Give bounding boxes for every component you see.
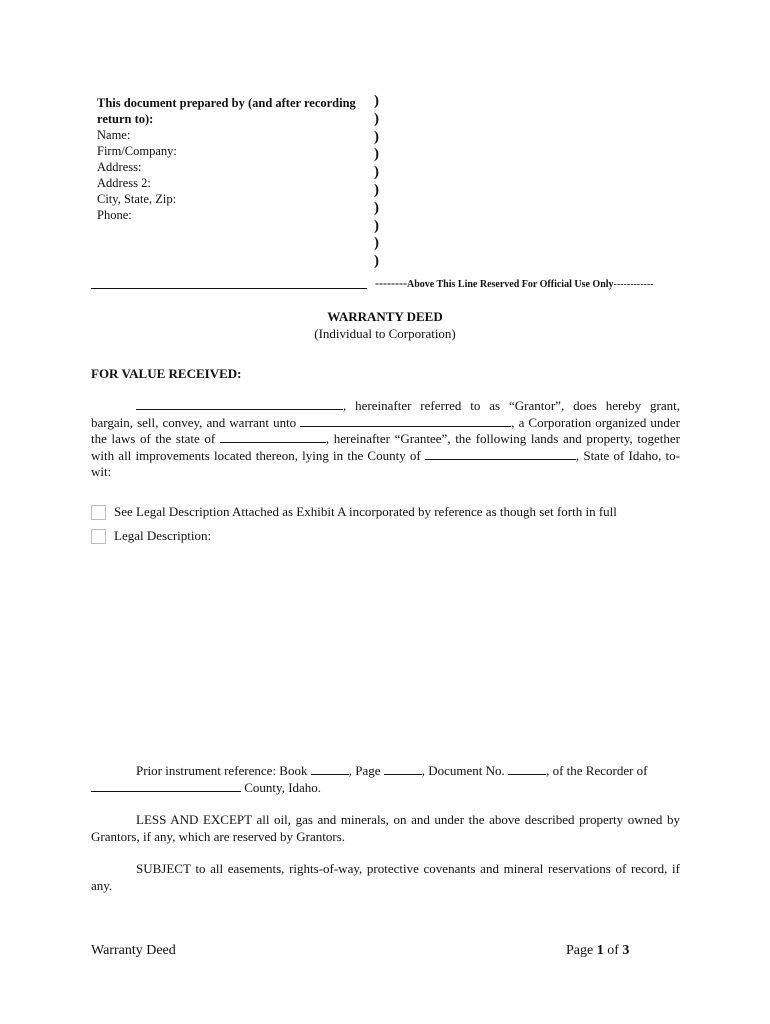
legal-description-checkbox[interactable] — [91, 529, 106, 544]
document-number-blank[interactable] — [508, 763, 546, 775]
book-blank[interactable] — [311, 763, 349, 775]
paren: ) — [374, 110, 379, 127]
official-use-rule — [91, 288, 367, 289]
address2-field-label: Address 2: — [97, 176, 151, 190]
grantee-name-blank[interactable] — [300, 415, 511, 427]
recorder-county-blank[interactable] — [91, 780, 241, 792]
prior-text-recorder: , of the Recorder of — [546, 763, 648, 778]
footer-title: Warranty Deed — [91, 943, 176, 958]
of-label: of — [607, 943, 619, 958]
page-number — [566, 943, 629, 959]
less-except-paragraph — [91, 812, 680, 845]
grant-paragraph — [91, 398, 680, 481]
paren: ) — [374, 217, 379, 234]
official-use-text: Above This Line Reserved For Official Use Only — [406, 279, 614, 290]
official-use-dashes: -------- — [375, 276, 407, 290]
state-blank[interactable] — [220, 431, 326, 443]
prepared-by-label: This document prepared by (and after recording — [97, 96, 356, 110]
current-page: 1 — [596, 943, 604, 958]
paren: ) — [374, 235, 379, 252]
subject-text: SUBJECT to all easements, rights-of-way, protective covenants and mineral reservations of record, if any. — [91, 861, 680, 893]
for-value-heading: FOR VALUE RECEIVED: — [91, 366, 242, 381]
grant-text-1: , hereinafter referred to as “Grantor”, does hereby grant, bargain, sell, convey, and warrant unto — [91, 398, 680, 430]
total-pages: 3 — [622, 943, 630, 958]
prior-text-book: Prior instrument reference: Book — [136, 763, 308, 778]
subject-paragraph — [91, 861, 680, 894]
page-blank[interactable] — [384, 763, 422, 775]
exhibit-option-label: See Legal Description Attached as Exhibit A incorporated by reference as though set forth in full — [114, 504, 617, 519]
grant-text-4: , State of Idaho, to-wit: — [91, 447, 680, 479]
phone-field-label: Phone: — [97, 208, 132, 222]
legal-description-label: Legal Description: — [114, 528, 212, 543]
document-subtitle: (Individual to Corporation) — [314, 326, 456, 341]
paren-column — [374, 93, 379, 271]
grant-text-3: , hereinafter “Grantee”, the following lands and property, together with all improvements located thereon, lying in the County of — [91, 431, 681, 463]
official-use-trailing: ------------ — [613, 279, 654, 290]
prior-text-page: , Page — [348, 763, 381, 778]
name-field-label: Name: — [97, 128, 131, 142]
page-label: Page — [566, 943, 594, 958]
grant-text-2: , a Corporation organized under the laws of the state of — [91, 414, 680, 446]
paren: ) — [374, 181, 379, 198]
paren: ) — [374, 128, 379, 145]
document-title: WARRANTY DEED — [327, 309, 443, 324]
exhibit-option[interactable] — [91, 504, 617, 520]
exhibit-checkbox[interactable] — [91, 505, 106, 520]
official-use-notice — [375, 276, 654, 291]
firm-field-label: Firm/Company: — [97, 144, 177, 158]
grantor-name-blank[interactable] — [136, 398, 343, 410]
city-state-zip-field-label: City, State, Zip: — [97, 192, 177, 206]
prior-text-county: County, Idaho. — [241, 779, 322, 795]
paren: ) — [374, 199, 379, 216]
paren: ) — [374, 253, 379, 270]
county-blank[interactable] — [425, 448, 576, 460]
preparer-block — [97, 95, 372, 223]
prior-text-doc: , Document No. — [421, 763, 505, 778]
legal-description-option[interactable] — [91, 528, 211, 544]
paren: ) — [374, 146, 379, 163]
less-except-text: LESS AND EXCEPT all oil, gas and minerals, on and under the above described property owned by Grantors, if any, which are reserved by Grantors. — [91, 812, 680, 844]
address-field-label: Address: — [97, 160, 142, 174]
paren: ) — [374, 93, 379, 109]
return-to-label: return to): — [97, 112, 154, 126]
paren: ) — [374, 164, 379, 181]
prior-instrument-paragraph — [91, 763, 680, 796]
